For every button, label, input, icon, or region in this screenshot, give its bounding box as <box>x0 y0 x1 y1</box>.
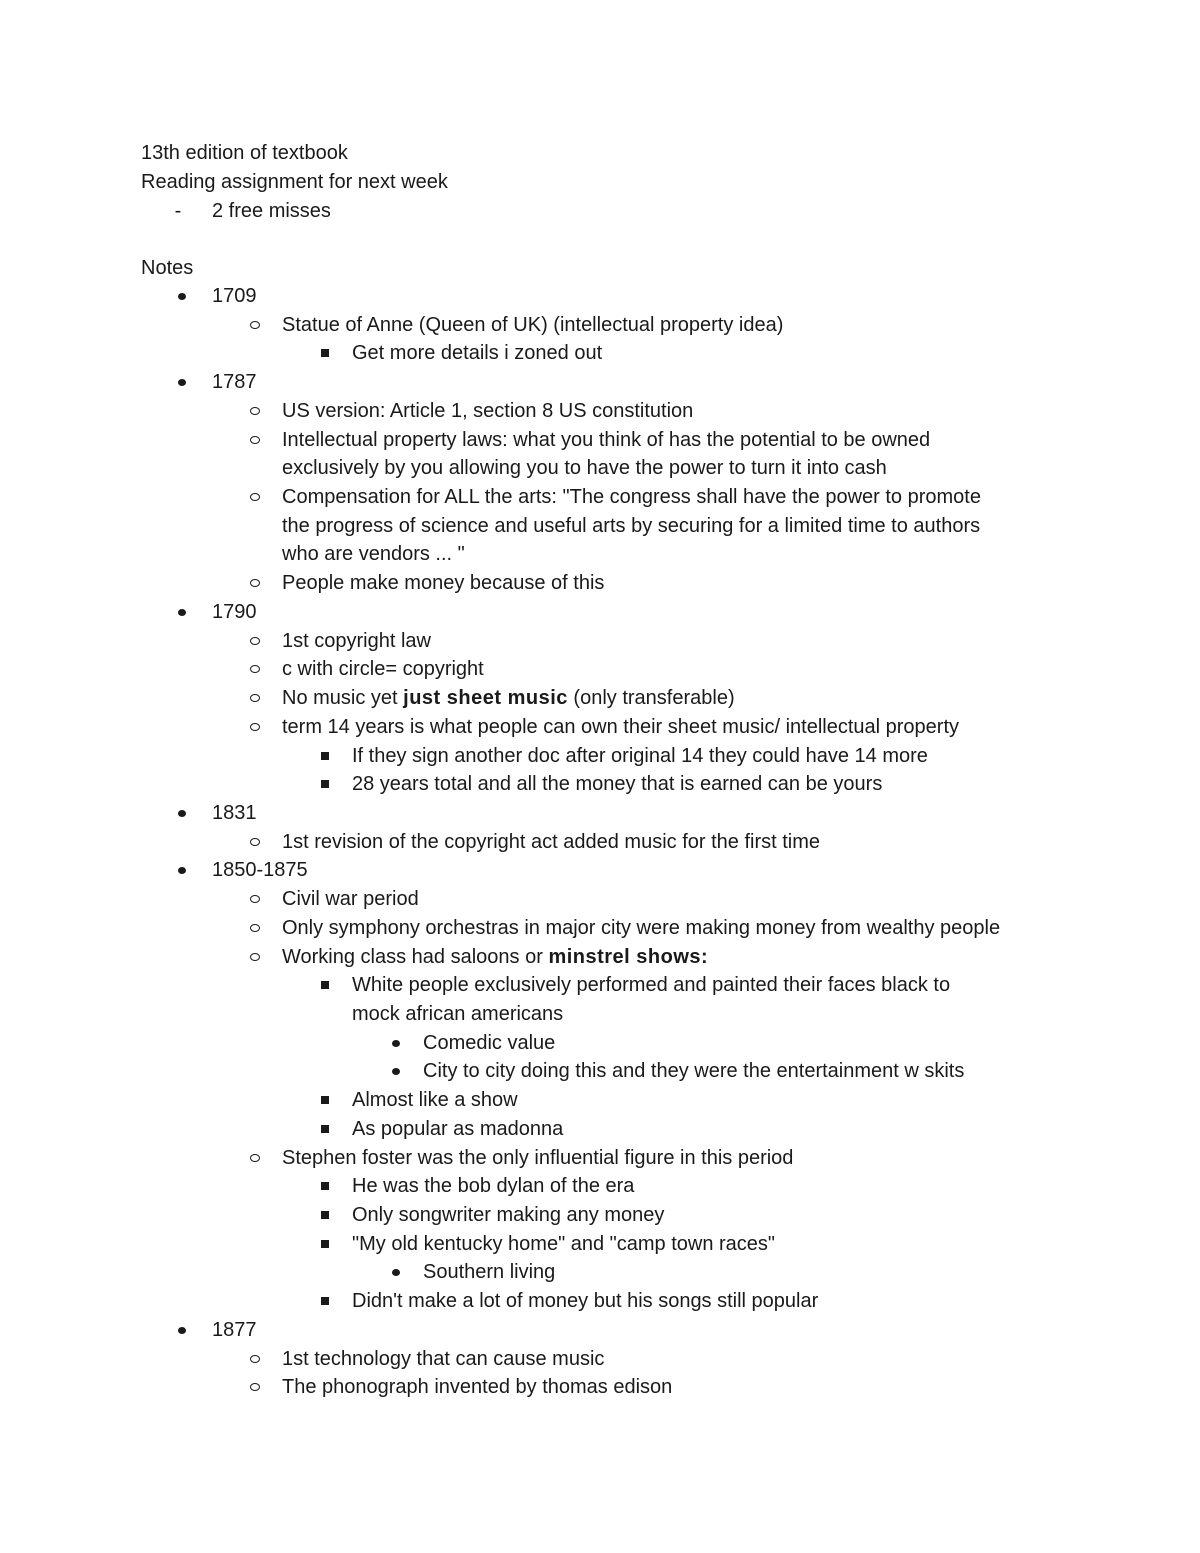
list-item-text <box>212 368 257 396</box>
list-item-text <box>282 540 465 568</box>
list-item-text-part: who are vendors ... " <box>282 543 465 565</box>
list-item-text <box>282 397 693 425</box>
bullet-circle-icon <box>243 684 267 712</box>
list-item <box>0 971 1200 999</box>
list-item-text-part: "My old kentucky home" and "camp town races" <box>352 1233 776 1255</box>
list-item-text <box>212 799 257 827</box>
list-item-text-part: 1709 <box>212 285 257 307</box>
list-item-text <box>282 943 708 971</box>
bullet-circle-icon <box>243 713 267 741</box>
list-item-text-part: Working class had saloons or <box>282 946 549 968</box>
list-item-text <box>282 483 981 511</box>
list-item-text <box>352 1000 563 1028</box>
list-item <box>0 1029 1200 1057</box>
list-item <box>0 1086 1200 1114</box>
list-item-text-part: Compensation for ALL the arts: "The congress shall have the power to promote <box>282 486 981 508</box>
list-item-text <box>352 1201 664 1229</box>
list-item-text-part: 1790 <box>212 601 257 623</box>
list-item-bold-text: just sheet music <box>403 687 568 709</box>
list-item-bold-text: minstrel shows: <box>548 946 709 968</box>
list-item <box>0 282 1200 310</box>
dash-marker-icon: - <box>174 200 182 222</box>
list-item-text <box>282 713 959 741</box>
list-item-text <box>423 1057 964 1085</box>
list-item-text-part: Southern living <box>423 1261 556 1283</box>
list-item-text <box>282 569 604 597</box>
bullet-disc-icon <box>170 856 194 884</box>
list-item-text <box>282 1345 604 1373</box>
bullet-square-icon <box>313 1287 337 1315</box>
list-item-text-part: Stephen foster was the only influential figure in this period <box>282 1147 794 1169</box>
list-item-text-part: 1850-1875 <box>212 859 308 881</box>
list-item-text <box>423 1029 555 1057</box>
list-item-text-part: As popular as madonna <box>352 1118 564 1140</box>
list-item <box>0 828 1200 856</box>
header-reading-text: Reading assignment for next week <box>141 171 448 193</box>
bullet-circle-icon <box>243 1345 267 1373</box>
list-item-text <box>352 1287 818 1315</box>
list-item <box>0 1373 1200 1401</box>
list-item-text <box>352 770 882 798</box>
list-item-text-part: c with circle= copyright <box>282 658 484 680</box>
list-item <box>0 1144 1200 1172</box>
list-item-text <box>282 454 887 482</box>
bullet-square-icon <box>313 1086 337 1114</box>
bullet-square-icon <box>313 1172 337 1200</box>
list-item-text-part: mock african americans <box>352 1003 564 1025</box>
list-item-text <box>282 311 783 339</box>
bullet-square-icon <box>313 770 337 798</box>
bullet-circle-icon <box>243 569 267 597</box>
list-item-text-part: City to city doing this and they were the entertainment w skits <box>423 1060 965 1082</box>
bullet-circle-icon <box>243 426 267 454</box>
list-item <box>0 713 1200 741</box>
bullet-circle-icon <box>243 1373 267 1401</box>
bullet-square-icon <box>313 1230 337 1258</box>
list-item <box>0 1230 1200 1258</box>
list-item-text-part: 1787 <box>212 371 257 393</box>
list-item-text <box>212 856 308 884</box>
list-item-text-part: If they sign another doc after original 14 they could have 14 more <box>352 745 928 767</box>
bullet-disc-icon <box>170 282 194 310</box>
list-item-text-part: Civil war period <box>282 888 419 910</box>
list-item <box>0 1287 1200 1315</box>
list-item <box>0 397 1200 425</box>
list-item-text <box>423 1258 555 1286</box>
bullet-square-icon <box>313 1115 337 1143</box>
list-item-text-part: He was the bob dylan of the era <box>352 1175 635 1197</box>
list-item-text-part: Only symphony orchestras in major city were making money from wealthy people <box>282 917 1001 939</box>
list-item-text-part: Statue of Anne (Queen of UK) (intellectual property idea) <box>282 314 784 336</box>
list-item-text <box>212 598 257 626</box>
list-item <box>0 569 1200 597</box>
list-item-text-part: 1st technology that can cause music <box>282 1348 605 1370</box>
list-item-text-part: 1831 <box>212 802 257 824</box>
list-item-text-after: (only transferable) <box>567 687 735 709</box>
list-item <box>0 512 1200 540</box>
list-item-text <box>282 1144 793 1172</box>
list-item <box>0 1000 1200 1028</box>
list-item-text-part: Get more details i zoned out <box>352 342 603 364</box>
list-item <box>0 943 1200 971</box>
bullet-circle-icon <box>243 311 267 339</box>
list-item-text <box>352 1086 518 1114</box>
bullet-circle-icon <box>243 914 267 942</box>
list-item-text <box>282 684 735 712</box>
list-item <box>0 856 1200 884</box>
list-item-text-part: US version: Article 1, section 8 US constitution <box>282 400 694 422</box>
list-item <box>0 454 1200 482</box>
list-item <box>0 1316 1200 1344</box>
bullet-disc-icon <box>170 799 194 827</box>
bullet-disc-icon <box>384 1029 408 1057</box>
list-item-text <box>282 885 419 913</box>
list-item <box>0 368 1200 396</box>
list-item <box>0 1345 1200 1373</box>
bullet-disc-icon <box>170 598 194 626</box>
list-item-text <box>352 1230 775 1258</box>
list-item <box>0 885 1200 913</box>
list-item-text-part: 1st copyright law <box>282 630 431 652</box>
list-item-text-part: The phonograph invented by thomas edison <box>282 1376 673 1398</box>
list-item-text-part: the progress of science and useful arts by securing for a limited time to authors <box>282 515 981 537</box>
list-item <box>0 540 1200 568</box>
bullet-circle-icon <box>243 1144 267 1172</box>
list-item <box>0 483 1200 511</box>
list-item-text <box>282 426 930 454</box>
list-item <box>0 627 1200 655</box>
list-item-text <box>212 282 257 310</box>
bullet-disc-icon <box>384 1057 408 1085</box>
list-item-text-part: Almost like a show <box>352 1089 518 1111</box>
list-item-text <box>282 914 1000 942</box>
bullet-square-icon <box>313 971 337 999</box>
list-item-text <box>282 655 484 683</box>
bullet-disc-icon <box>170 1316 194 1344</box>
bullet-circle-icon <box>243 943 267 971</box>
bullet-circle-icon <box>243 655 267 683</box>
list-item-text-part: 28 years total and all the money that is earned can be yours <box>352 773 883 795</box>
dash-list-item <box>0 197 1200 225</box>
list-item-text-part: Comedic value <box>423 1032 556 1054</box>
notes-heading-text: Notes <box>141 257 194 279</box>
list-item <box>0 339 1200 367</box>
list-item-text-part: People make money because of this <box>282 572 605 594</box>
bullet-circle-icon <box>243 397 267 425</box>
list-item <box>0 914 1200 942</box>
list-item-text-part: exclusively by you allowing you to have the power to turn it into cash <box>282 457 887 479</box>
bullet-square-icon <box>313 339 337 367</box>
list-item <box>0 598 1200 626</box>
list-item <box>0 1057 1200 1085</box>
list-item-text-part: Only songwriter making any money <box>352 1204 665 1226</box>
list-item-text <box>352 339 602 367</box>
list-item-text <box>282 512 980 540</box>
list-item-text <box>352 1115 563 1143</box>
list-item <box>0 1201 1200 1229</box>
list-item <box>0 1172 1200 1200</box>
bullet-disc-icon <box>170 368 194 396</box>
list-item-text <box>282 828 820 856</box>
bullet-circle-icon <box>243 885 267 913</box>
bullet-square-icon <box>313 742 337 770</box>
list-item <box>0 426 1200 454</box>
list-item <box>0 1115 1200 1143</box>
list-item-text <box>352 742 928 770</box>
list-item <box>0 742 1200 770</box>
bullet-circle-icon <box>243 483 267 511</box>
list-item-text-part: No music yet <box>282 687 404 709</box>
list-item-text-part: White people exclusively performed and painted their faces black to <box>352 974 951 996</box>
bullet-square-icon <box>313 1201 337 1229</box>
list-item-text <box>352 971 950 999</box>
list-item-text <box>212 1316 257 1344</box>
list-item <box>0 770 1200 798</box>
list-item-text-part: 1st revision of the copyright act added music for the first time <box>282 831 821 853</box>
dash-item-text: 2 free misses <box>212 200 331 222</box>
list-item-text <box>282 627 431 655</box>
list-item-text <box>352 1172 634 1200</box>
bullet-disc-icon <box>384 1258 408 1286</box>
list-item <box>0 684 1200 712</box>
list-item <box>0 311 1200 339</box>
header-textbook-text: 13th edition of textbook <box>141 142 348 164</box>
list-item-text-part: term 14 years is what people can own their sheet music/ intellectual property <box>282 716 960 738</box>
list-item <box>0 1258 1200 1286</box>
list-item <box>0 799 1200 827</box>
list-item-text-part: Didn't make a lot of money but his songs still popular <box>352 1290 819 1312</box>
list-item <box>0 655 1200 683</box>
list-item-text-part: Intellectual property laws: what you think of has the potential to be owned <box>282 429 931 451</box>
list-item-text-part: 1877 <box>212 1319 257 1341</box>
list-item-text <box>282 1373 672 1401</box>
bullet-circle-icon <box>243 627 267 655</box>
bullet-circle-icon <box>243 828 267 856</box>
